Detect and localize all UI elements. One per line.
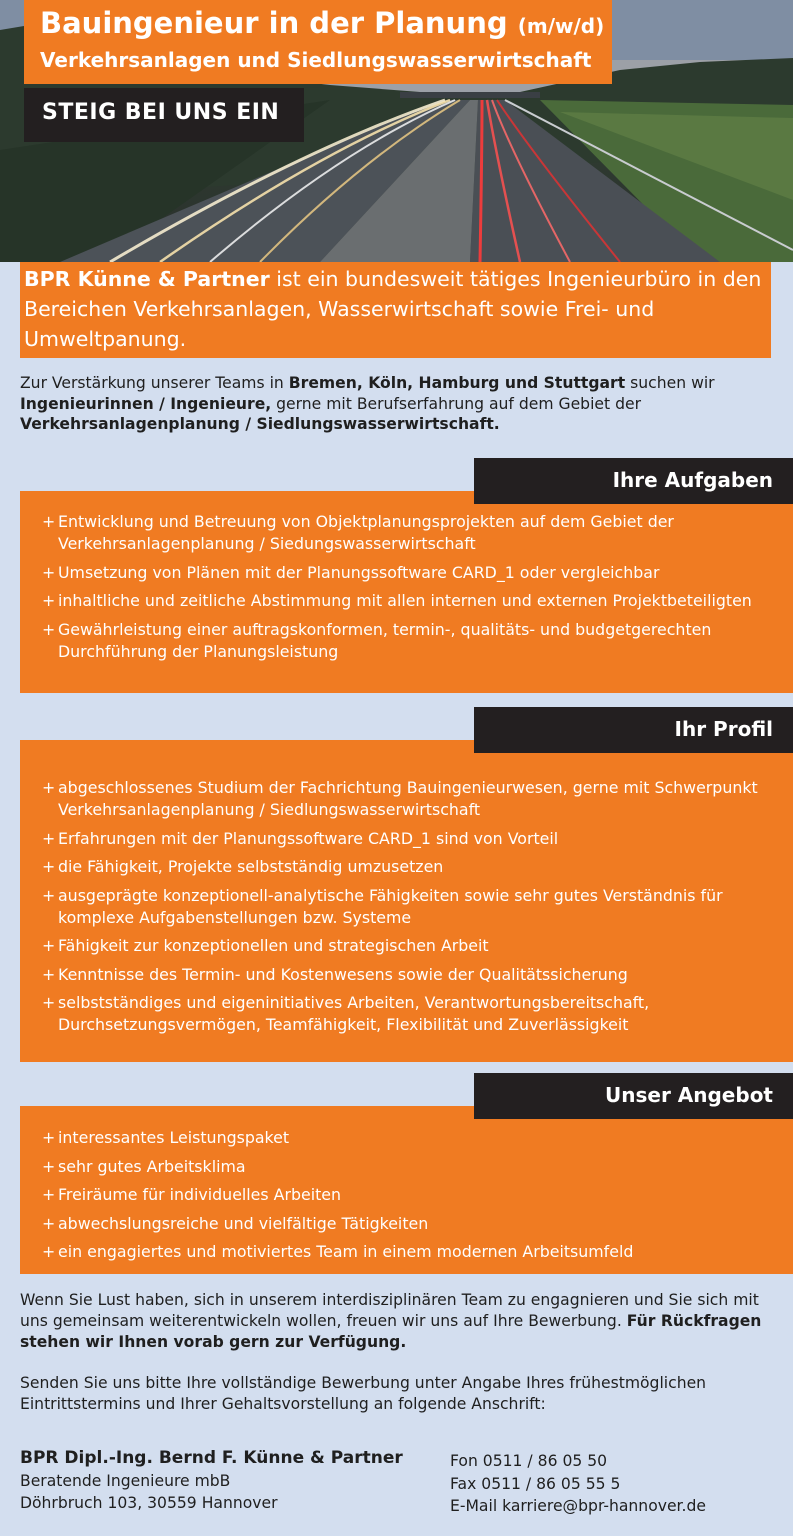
cta-banner: STEIG BEI UNS EIN (24, 88, 304, 142)
section-heading-profil: Ihr Profil (474, 707, 793, 753)
list-item: + ein engagiertes und motiviertes Team in einem modernen Arbeitsumfeld (42, 1242, 634, 1261)
section-profil (20, 740, 793, 1062)
footer-company: BPR Dipl.-Ing. Bernd F. Künne & Partner (20, 1448, 403, 1468)
closing-paragraph-2: Senden Sie uns bitte Ihre vollständige Bewerbung unter Angabe Ihres frühestmöglichen Eintrittstermins und Ihrer Gehaltsvorstellung an folgende Anschrift: (20, 1374, 707, 1413)
plus-icon: + (42, 885, 56, 905)
lead-paragraph (20, 373, 760, 435)
lead-text-3: gerne mit Berufserfahrung auf dem Gebiet der (271, 394, 641, 413)
list-item: + inhaltliche und zeitliche Abstimmung mit allen internen und externen Projektbeteiligten (42, 591, 752, 610)
plus-icon: + (42, 993, 56, 1012)
list-item: + Freiräume für individuelles Arbeiten (42, 1185, 342, 1204)
list-item: + abgeschlossenes Studium der Fachrichtung Bauingenieurwesen, gerne mit Schwerpunkt Verkehrsanlagenplanung / Siedlungswasserwirtschaft (42, 778, 758, 819)
plus-icon: + (42, 828, 56, 848)
lead-text-2: suchen wir (625, 374, 715, 392)
footer-contact (450, 1450, 706, 1518)
plus-icon: + (42, 512, 56, 531)
list-item: + selbstständiges und eigeninitiatives Arbeiten, Verantwortungsbereitschaft, Durchsetzungsvermögen, Teamfähigkeit, Flexibilität und Zuverlässigkeit (42, 993, 650, 1034)
list-item: + die Fähigkeit, Projekte selbstständig umzusetzen (42, 857, 444, 876)
lead-text-1: Zur Verstärkung unserer Teams in (20, 374, 289, 392)
list-item: + ausgeprägte konzeptionell-analytische Fähigkeiten sowie sehr gutes Verständnis für komplexe Aufgabenstellungen bzw. Systeme (42, 885, 723, 927)
footer-fax: Fax 0511 / 86 05 55 5 (450, 1474, 621, 1493)
company-intro (20, 262, 771, 358)
job-title: Bauingenieur in der Planung (m/w/d) (40, 6, 605, 40)
plus-icon: + (42, 1156, 56, 1176)
list-item: + Kenntnisse des Termin- und Kostenwesens sowie der Qualitätssicherung (42, 964, 628, 984)
company-name: BPR Künne & Partner (24, 267, 270, 291)
plus-icon: + (42, 619, 56, 639)
gender-suffix: (m/w/d) (517, 14, 605, 38)
footer-street: Döhrbruch 103, 30559 Hannover (20, 1494, 278, 1512)
plus-icon: + (42, 857, 56, 876)
section-heading-angebot: Unser Angebot (474, 1073, 793, 1119)
plus-icon: + (42, 964, 56, 984)
hero-image (0, 0, 793, 262)
list-item: + abwechslungsreiche und vielfältige Tätigkeiten (42, 1213, 429, 1233)
list-item: + sehr gutes Arbeitsklima (42, 1156, 246, 1176)
footer-phone: Fon 0511 / 86 05 50 (450, 1452, 608, 1470)
lead-role: Ingenieurinnen / Ingenieure, (20, 394, 272, 413)
closing-bold: Für Rückfragen stehen wir Ihnen vorab gern zur Verfügung. (20, 1312, 762, 1351)
plus-icon: + (42, 562, 56, 582)
list-item: + Erfahrungen mit der Planungssoftware CARD_1 sind von Vorteil (42, 828, 559, 848)
plus-icon: + (42, 1242, 56, 1261)
plus-icon: + (42, 1213, 56, 1233)
plus-icon: + (42, 591, 56, 610)
job-title-box (24, 0, 612, 84)
section-heading-aufgaben: Ihre Aufgaben (474, 458, 793, 504)
job-subtitle: Verkehrsanlagen und Siedlungswasserwirtschaft (40, 48, 592, 72)
footer-email[interactable]: E-Mail karriere@bpr-hannover.de (450, 1497, 706, 1515)
company-description: ist ein bundesweit tätiges Ingenieurbüro in den Bereichen Verkehrsanlagen, Wasserwirtschaft sowie Frei- und Umweltpanung. (24, 267, 762, 351)
lead-cities: Bremen, Köln, Hamburg und Stuttgart (288, 374, 626, 392)
plus-icon: + (42, 1128, 56, 1147)
plus-icon: + (42, 1185, 56, 1204)
list-item: + Entwicklung und Betreuung von Objektplanungsprojekten auf dem Gebiet der Verkehrsanlagenplanung / Siedungswasserwirtschaft (42, 512, 674, 553)
footer-company-type: Beratende Ingenieure mbB (20, 1471, 231, 1490)
section-aufgaben (20, 491, 793, 693)
lead-field: Verkehrsanlagenplanung / Siedlungswasserwirtschaft. (20, 415, 500, 433)
section-angebot (20, 1106, 793, 1274)
list-item: + Gewährleistung einer auftragskonformen, termin-, qualitäts- und budgetgerechten Durchführung der Planungsleistung (42, 619, 712, 661)
plus-icon: + (42, 778, 56, 797)
list-item: + Umsetzung von Plänen mit der Planungssoftware CARD_1 oder vergleichbar (42, 562, 660, 582)
closing-text (20, 1290, 770, 1435)
plus-icon: + (42, 936, 56, 955)
closing-paragraph-1: Wenn Sie Lust haben, sich in unserem interdisziplinären Team zu engagnieren und Sie sich mit uns gemeinsam weiterentwickeln wollen, freuen wir uns auf Ihre Bewerbung. Für Rückfragen stehen wir Ihnen vorab gern zur Verfügung. (20, 1291, 762, 1351)
footer-address (20, 1447, 403, 1515)
list-item: + interessantes Leistungspaket (42, 1128, 290, 1147)
list-item: + Fähigkeit zur konzeptionellen und strategischen Arbeit (42, 936, 489, 955)
